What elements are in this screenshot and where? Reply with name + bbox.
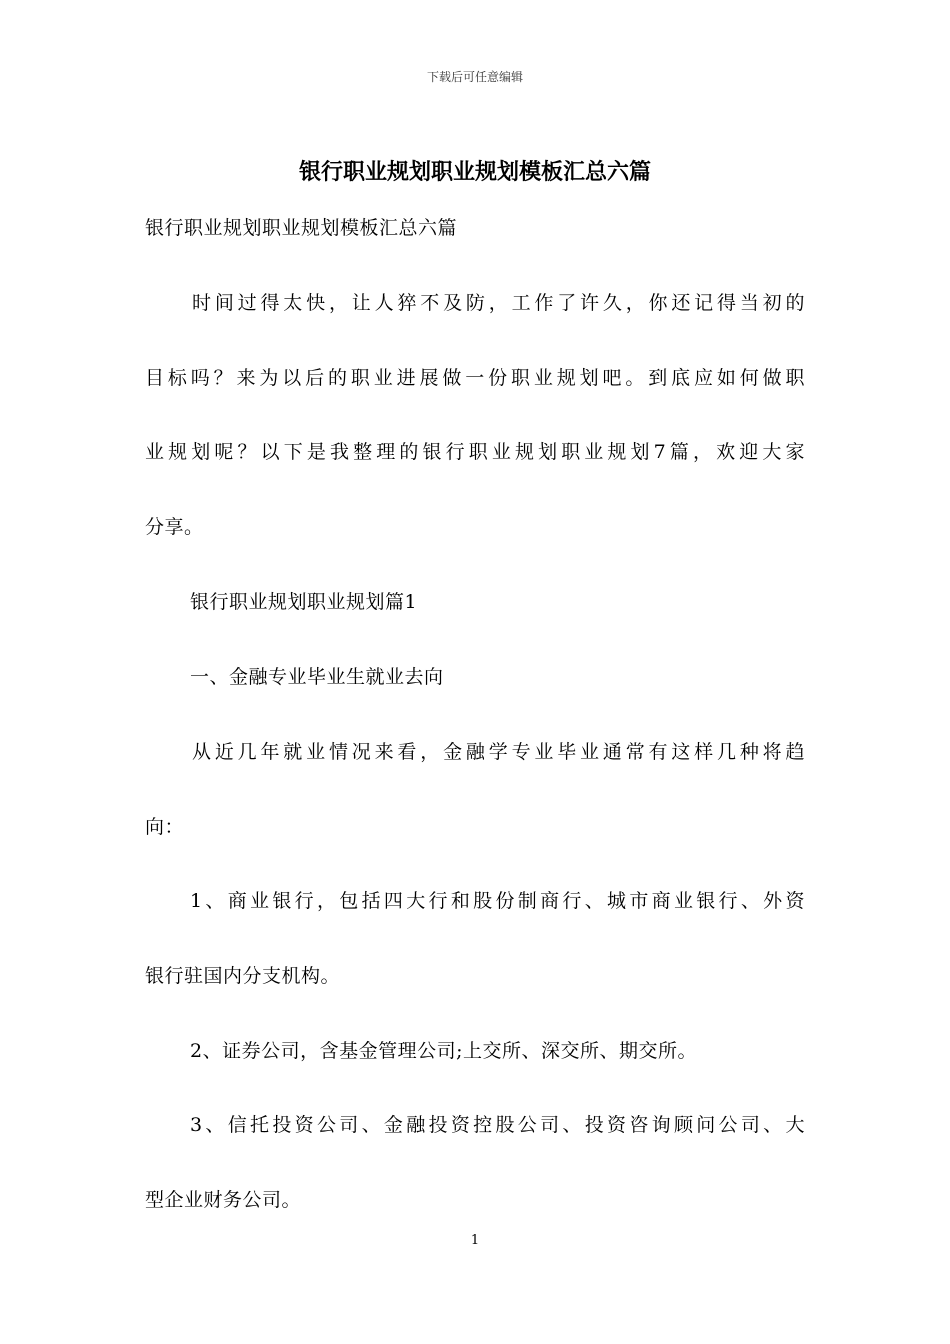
document-title: 银行职业规划职业规划模板汇总六篇: [298, 159, 651, 185]
para1-line-2: 向：: [145, 816, 185, 838]
intro-line-2: 目标吗？来为以后的职业进展做一份职业规划吧。到底应如何做职: [145, 367, 805, 389]
intro-line-1: 时间过得太快，让人猝不及防，工作了许久，你还记得当初的: [192, 292, 805, 314]
subtitle: 银行职业规划职业规划模板汇总六篇: [145, 217, 458, 239]
page-number: 1: [470, 1233, 480, 1248]
header-note: 下载后可任意编辑: [426, 70, 523, 84]
item2: 2、证券公司，含基金管理公司;上交所、深交所、期交所。: [190, 1040, 697, 1062]
para1-line-1: 从近几年就业情况来看，金融学专业毕业通常有这样几种将趋: [192, 741, 805, 763]
item3-line-1: 3、信托投资公司、金融投资控股公司、投资咨询顾问公司、大: [190, 1114, 805, 1136]
item3-line-2: 型企业财务公司。: [145, 1189, 302, 1211]
item1-line-2: 银行驻国内分支机构。: [145, 965, 341, 987]
intro-line-3: 业规划呢？以下是我整理的银行职业规划职业规划7篇，欢迎大家: [145, 441, 805, 463]
item1-line-1: 1、商业银行，包括四大行和股份制商行、城市商业银行、外资: [190, 890, 805, 912]
intro-line-4: 分享。: [145, 516, 204, 538]
section-heading: 银行职业规划职业规划篇1: [190, 591, 418, 613]
subheading: 一、金融专业毕业生就业去向: [190, 666, 444, 688]
